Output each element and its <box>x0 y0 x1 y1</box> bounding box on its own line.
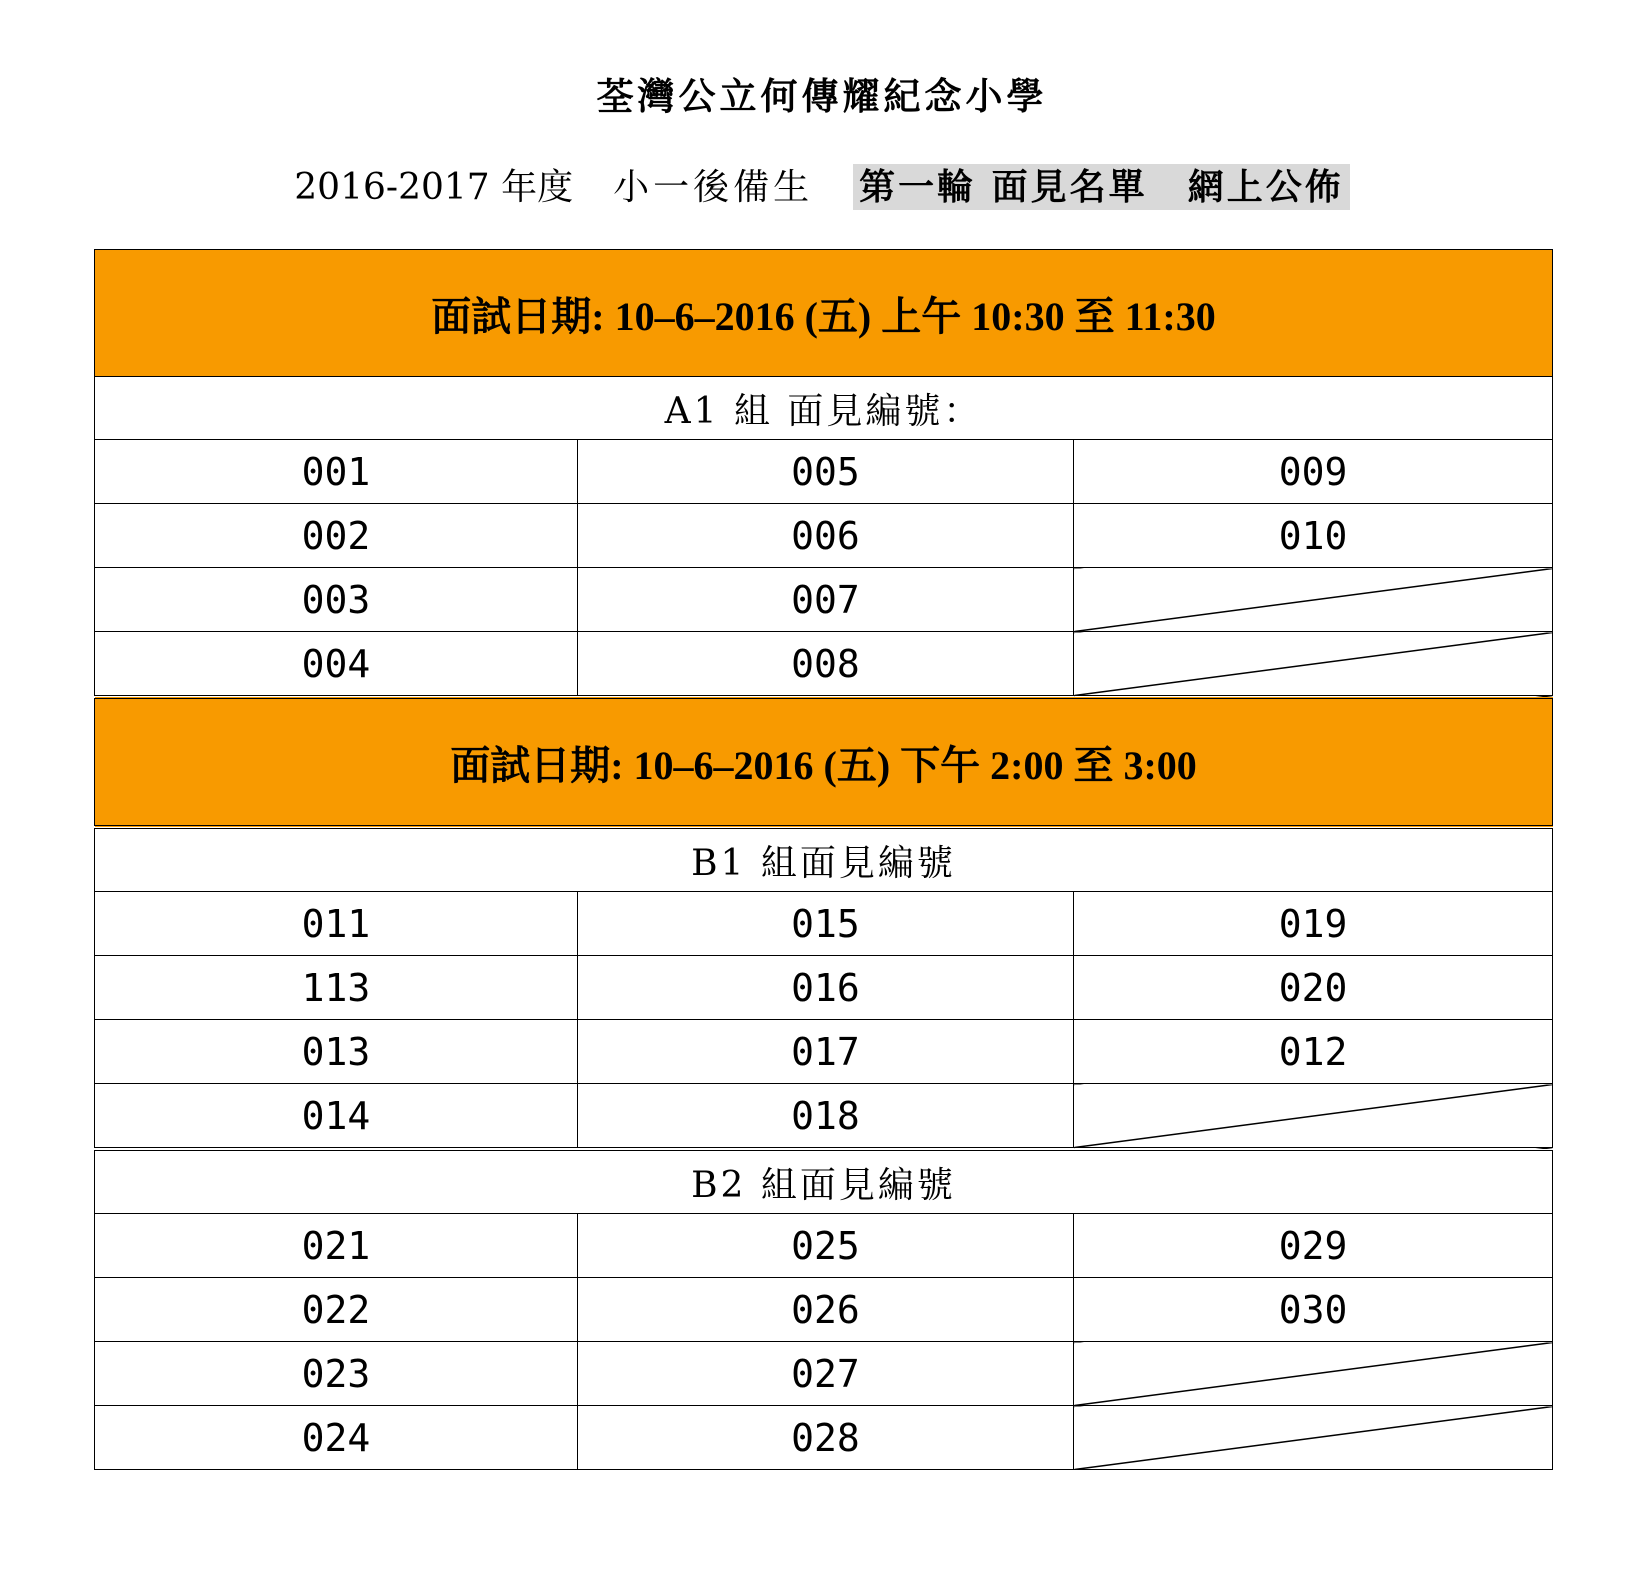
group-title: A1 組 面見編號： <box>95 377 1553 440</box>
interview-number: 002 <box>95 504 578 568</box>
interview-number: 020 <box>1074 956 1553 1020</box>
interview-number: 024 <box>95 1406 578 1470</box>
interview-number: 004 <box>95 632 578 698</box>
table-row <box>95 440 1553 504</box>
interview-number: 019 <box>1074 892 1553 956</box>
school-title: 荃灣公立何傳耀紀念小學 <box>596 74 1048 118</box>
group-title: B1 組面見編號 <box>95 827 1553 892</box>
interview-number: 016 <box>578 956 1074 1020</box>
group-title-row <box>95 827 1553 892</box>
interview-number: 022 <box>95 1278 578 1342</box>
table-row <box>95 568 1553 632</box>
interview-number: 029 <box>1074 1214 1553 1278</box>
empty-slot <box>1074 1342 1553 1406</box>
section-title: 面試日期: 10–6–2016 (五) 上午 10:30 至 11:30 <box>95 250 1553 377</box>
empty-slot <box>1074 632 1553 698</box>
round-highlight <box>853 164 1350 210</box>
table-row <box>95 1084 1553 1150</box>
interview-number: 023 <box>95 1342 578 1406</box>
table-row <box>95 892 1553 956</box>
table-row <box>95 1020 1553 1084</box>
empty-slot <box>1074 568 1553 632</box>
interview-number: 027 <box>578 1342 1074 1406</box>
interview-number: 008 <box>578 632 1074 698</box>
interview-schedule-table <box>94 249 1553 1470</box>
academic-year: 2016-2017 年度 <box>294 167 574 208</box>
interview-number: 003 <box>95 568 578 632</box>
interview-number: 006 <box>578 504 1074 568</box>
interview-number: 021 <box>95 1214 578 1278</box>
interview-number: 010 <box>1074 504 1553 568</box>
section-header <box>95 250 1553 377</box>
table-row <box>95 1406 1553 1470</box>
interview-number: 030 <box>1074 1278 1553 1342</box>
interview-number: 015 <box>578 892 1074 956</box>
group-title-row <box>95 1149 1553 1214</box>
interview-number: 001 <box>95 440 578 504</box>
interview-number: 018 <box>578 1084 1074 1150</box>
section-header <box>95 697 1553 827</box>
interview-number: 026 <box>578 1278 1074 1342</box>
interview-number: 025 <box>578 1214 1074 1278</box>
document-subtitle <box>0 158 1644 216</box>
group-title: B2 組面見編號 <box>95 1149 1553 1214</box>
publish-label: 網上公佈 <box>1187 166 1344 208</box>
table-row <box>95 504 1553 568</box>
empty-slot <box>1074 1406 1553 1470</box>
interview-number: 009 <box>1074 440 1553 504</box>
interview-number: 012 <box>1074 1020 1553 1084</box>
interview-number: 013 <box>95 1020 578 1084</box>
interview-number: 028 <box>578 1406 1074 1470</box>
student-category: 小一後備生 <box>613 167 814 208</box>
table-row <box>95 956 1553 1020</box>
interview-number: 011 <box>95 892 578 956</box>
interview-number: 014 <box>95 1084 578 1150</box>
interview-number: 017 <box>578 1020 1074 1084</box>
empty-slot <box>1074 1084 1553 1150</box>
interview-number: 005 <box>578 440 1074 504</box>
table-row <box>95 1214 1553 1278</box>
round-label: 第一輪 面見名單 <box>859 166 1148 208</box>
interview-number: 007 <box>578 568 1074 632</box>
group-title-row <box>95 377 1553 440</box>
interview-number: 113 <box>95 956 578 1020</box>
section-title: 面試日期: 10–6–2016 (五) 下午 2:00 至 3:00 <box>95 697 1553 827</box>
table-row <box>95 1278 1553 1342</box>
table-row <box>95 632 1553 698</box>
table-row <box>95 1342 1553 1406</box>
